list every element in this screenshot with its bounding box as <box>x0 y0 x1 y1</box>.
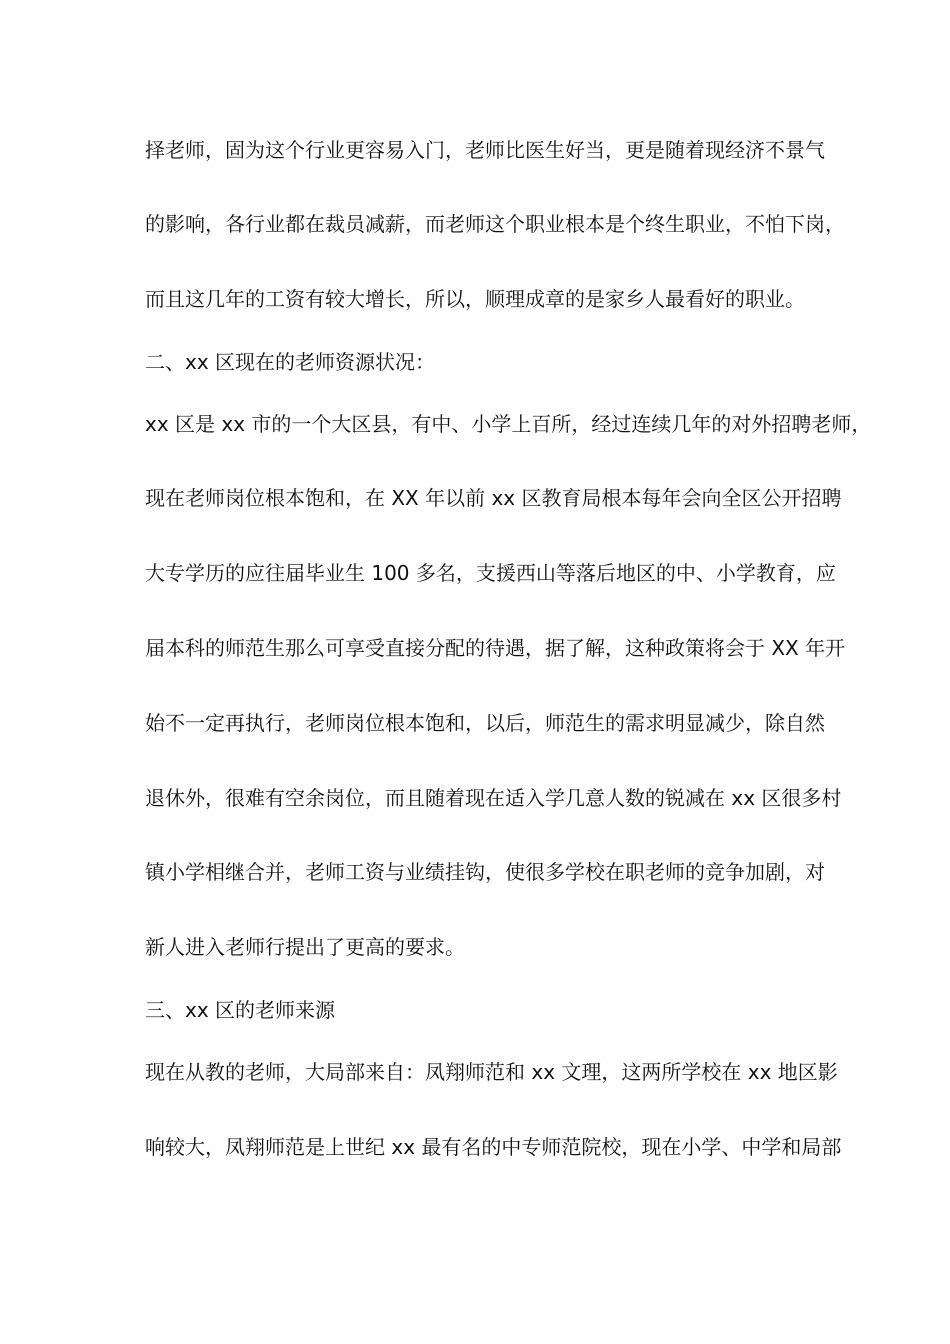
body-text-line: 大专学历的应往届毕业生 100 多名，支援西山等落后地区的中、小学教育，应 <box>145 561 836 585</box>
body-text-line: 现在从教的老师，大局部来自：凤翔师范和 xx 文理，这两所学校在 xx 地区影 <box>145 1060 838 1084</box>
body-text-line: 新人进入老师行提出了更高的要求。 <box>145 935 465 959</box>
body-text-line: xx 区是 xx 市的一个大区县，有中、小学上百所，经过连续几年的对外招聘老师， <box>145 412 872 436</box>
section-heading: 二、xx 区现在的老师资源状况： <box>145 350 436 374</box>
body-text-line: 退休外，很难有空余岗位，而且随着现在适入学几意人数的锐减在 xx 区很多村 <box>145 786 842 810</box>
body-text-line: 届本科的师范生那么可享受直接分配的待遇，据了解，这种政策将会于 XX 年开 <box>145 636 846 660</box>
body-text-line: 择老师，固为这个行业更容易入门，老师比医生好当，更是随着现经济不景气 <box>145 138 825 162</box>
body-text-line: 始不一定再执行，老师岗位根本饱和，以后，师范生的需求明显减少，除自然 <box>145 711 825 735</box>
body-text-line: 镇小学相继合并，老师工资与业绩挂钩，使很多学校在职老师的竞争加剧，对 <box>145 860 825 884</box>
body-text-line: 而且这几年的工资有较大增长，所以，顺理成章的是家乡人最看好的职业。 <box>145 287 805 311</box>
body-text-line: 响较大，凤翔师范是上世纪 xx 最有名的中专师范院校，现在小学、中学和局部 <box>145 1135 842 1159</box>
body-text-line: 现在老师岗位根本饱和，在 XX 年以前 xx 区教育局根本每年会向全区公开招聘 <box>145 486 842 510</box>
section-heading: 三、xx 区的老师来源 <box>145 998 336 1022</box>
body-text-line: 的影响，各行业都在裁员减薪，而老师这个职业根本是个终生职业，不怕下岗， <box>145 212 845 236</box>
